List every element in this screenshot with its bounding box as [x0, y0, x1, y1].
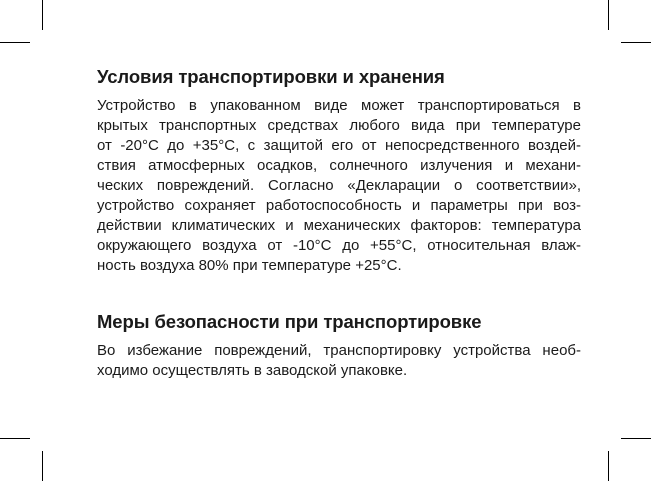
section-title: Меры безопасности при транспортировке [97, 311, 482, 332]
paragraph-line: ходимо осуществлять в заводской упаковке. [97, 362, 408, 379]
paragraph-line: крытых транспортных средствах любого вида при температуре [97, 117, 581, 134]
paragraph-line: Устройство в упакованном виде может транспортироваться в [97, 97, 581, 114]
section-transport-storage [97, 64, 581, 276]
section-transport-safety [97, 309, 581, 381]
paragraph-line: действии климатических и механических факторов: температура [97, 217, 581, 234]
paragraph-line: устройство сохраняет работоспособность и параметры при воз- [97, 197, 581, 214]
paragraph-line: от -20°С до +35°С, с защитой его от непосредственного воздей- [97, 137, 581, 154]
crop-mark-bottom-right-vertical [608, 451, 609, 481]
paragraph-line: ческих повреждений. Согласно «Декларации о соответствии», [97, 177, 581, 194]
crop-mark-top-right-vertical [608, 0, 609, 30]
crop-mark-bottom-right-horizontal [621, 438, 651, 439]
crop-mark-top-right-horizontal [621, 42, 651, 43]
paragraph-line: ность воздуха 80% при температуре +25°С. [97, 257, 402, 274]
paragraph-line: окружающего воздуха от -10°С до +55°С, относительная влаж- [97, 237, 581, 254]
paragraph-line: Во избежание повреждений, транспортировку устройства необ- [97, 342, 581, 359]
crop-mark-top-left-horizontal [0, 42, 30, 43]
section-paragraph [97, 341, 581, 381]
page-content [97, 64, 581, 381]
section-paragraph [97, 96, 581, 276]
crop-mark-bottom-left-vertical [42, 451, 43, 481]
section-title: Условия транспортировки и хранения [97, 66, 445, 87]
paragraph-line: ствия атмосферных осадков, солнечного излучения и механи- [97, 157, 581, 174]
crop-mark-bottom-left-horizontal [0, 438, 30, 439]
crop-mark-top-left-vertical [42, 0, 43, 30]
